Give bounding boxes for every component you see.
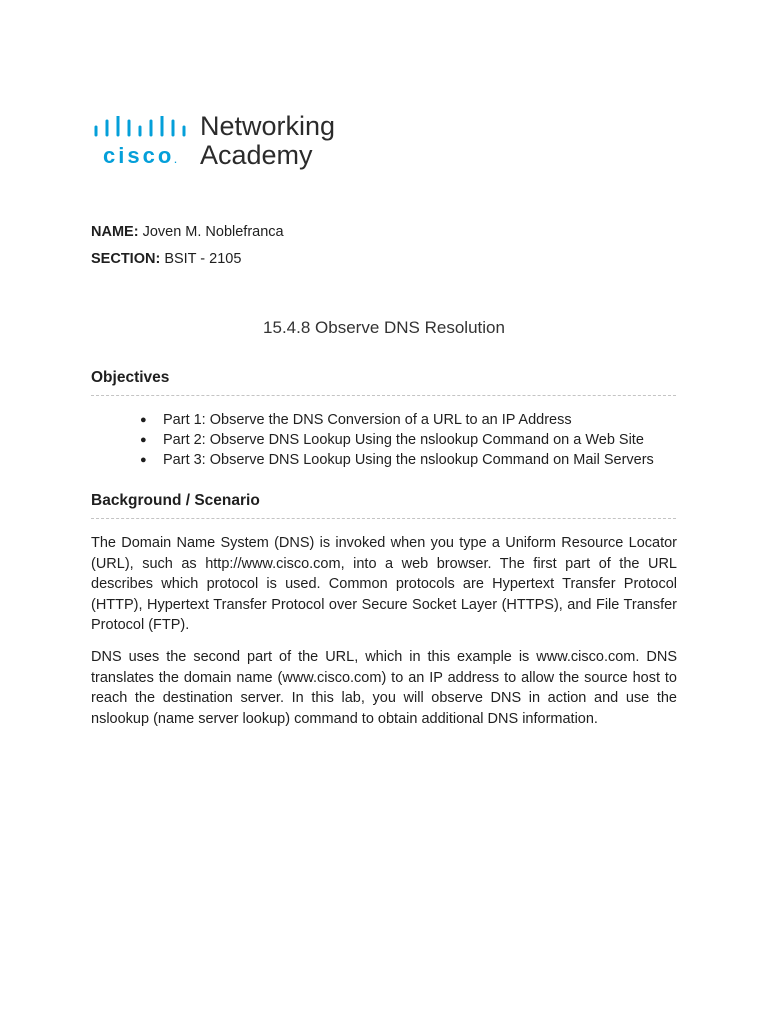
background-divider [91, 518, 676, 519]
objectives-heading: Objectives [91, 369, 170, 386]
name-value: Joven M. Noblefranca [142, 224, 284, 240]
list-item: ● Part 3: Observe DNS Lookup Using the nslookup Command on Mail Servers [140, 450, 654, 470]
section-line [91, 246, 284, 273]
student-info [91, 219, 284, 273]
list-item: ● Part 1: Observe the DNS Conversion of a URL to an IP Address [140, 410, 654, 430]
name-label: NAME: [91, 224, 139, 240]
objectives-divider [91, 395, 676, 396]
logo-line-networking: Networking [200, 111, 336, 141]
section-value: BSIT - 2105 [164, 251, 242, 267]
objectives-list [140, 410, 654, 470]
list-item: ● Part 2: Observe DNS Lookup Using the nslookup Command on a Web Site [140, 430, 654, 450]
logo-line-academy: Academy [200, 140, 313, 170]
document-title: 15.4.8 Observe DNS Resolution [263, 318, 505, 337]
logo-text [200, 112, 335, 170]
cisco-wordmark: cisco. [103, 143, 177, 168]
name-line [91, 219, 284, 246]
background-heading: Background / Scenario [91, 492, 260, 509]
background-paragraph-2: DNS uses the second part of the URL, which in this example is www.cisco.com. DNS translates the domain name (www.cisco.com) to an IP address to allow the source host to reach the destination server. In this lab, you will observe DNS in action and use the nslookup (name server lookup) command to obtain additional DNS information. [91, 649, 677, 727]
section-label: SECTION: [91, 251, 161, 267]
cisco-bars-icon [94, 116, 186, 146]
background-paragraph-1: The Domain Name System (DNS) is invoked when you type a Uniform Resource Locator (URL), such as http://www.cisco.com, into a web browser. The first part of the URL describes which protocol is used. Common protocols are Hypertext Transfer Protocol (HTTP), Hypertext Transfer Protocol over Secure Socket Layer (HTTPS), and File Transfer Protocol (FTP). [91, 535, 677, 633]
cisco-networking-academy-logo [94, 112, 344, 174]
